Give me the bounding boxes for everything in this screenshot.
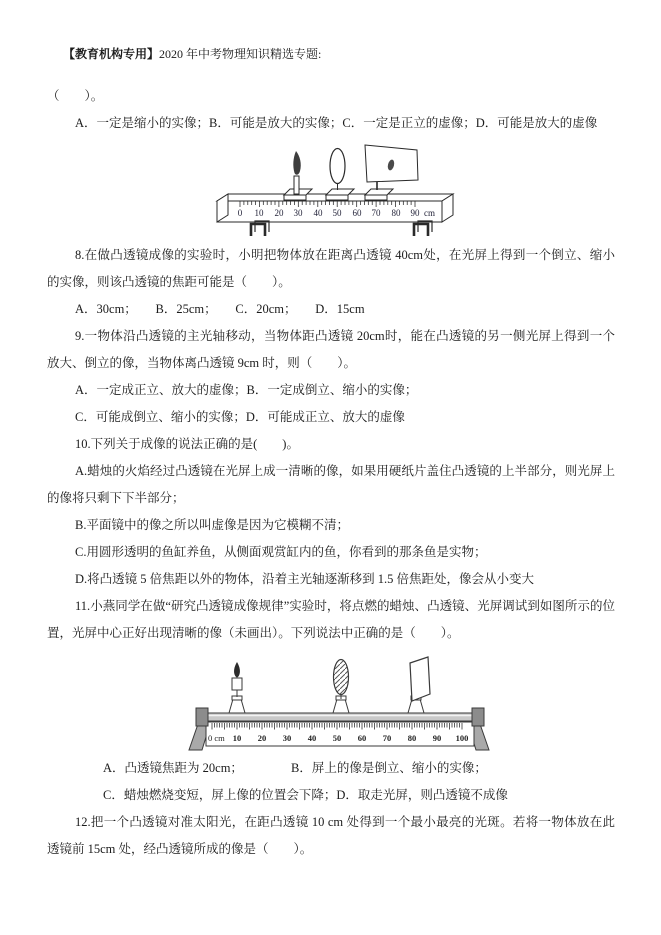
- optical-bench-svg-1: [210, 140, 455, 240]
- q11-options-ab: [47, 755, 615, 782]
- ruler-label: 90: [410, 208, 420, 218]
- bench-right-leg-back: [418, 221, 432, 232]
- ruler-unit: cm: [424, 208, 435, 218]
- q9-options-cd: C．可能成倒立、缩小的实像；D．可能成正立、放大的虚像: [75, 410, 405, 424]
- ruler-label: 70: [382, 733, 392, 743]
- q11-option-c: C．蜡烛燃烧变短，屏上像的位置会下降；: [103, 788, 337, 802]
- ruler-label: 30: [282, 733, 292, 743]
- candle-flame: [234, 662, 240, 677]
- ruler-label: 70: [371, 208, 381, 218]
- q10-option-d: D.将凸透镜 5 倍焦距以外的物体，沿着主光轴逐渐移到 1.5 倍焦距处，像会从小变大: [75, 572, 535, 586]
- q12-stem: 12.把一个凸透镜对准太阳光，在距凸透镜 10 cm 处得到一个最小最亮的光斑。若将一物体放在此透镜前 15cm 处，经凸透镜所成的像是（ ）。: [47, 815, 615, 856]
- optical-bench-diagram-2: [180, 649, 495, 753]
- q10-option-b: B.平面镜中的像之所以叫虚像是因为它模糊不清；: [75, 518, 349, 532]
- header-tag: 【教育机构专用】: [63, 47, 160, 61]
- ruler-label: 10: [254, 208, 264, 218]
- ruler-label: 20: [257, 733, 267, 743]
- ruler-label: 30: [293, 208, 303, 218]
- ruler-label: 50: [332, 733, 342, 743]
- ruler-ticks: [212, 723, 462, 730]
- bench-left-leg-back: [255, 221, 269, 232]
- optical-bench-diagram-1: [210, 140, 455, 240]
- q7-options: A．一定是缩小的实像；B．可能是放大的实像；C．一定是正立的虚像；D．可能是放大的虚像: [75, 116, 598, 130]
- bench-left-leg: [251, 224, 265, 236]
- candle-holder: [229, 696, 245, 713]
- q10-option-c: C.用圆形透明的鱼缸养鱼，从侧面观赏缸内的鱼，你看到的那条鱼是实物；: [75, 545, 487, 559]
- optical-bench-svg-2: [180, 649, 495, 753]
- ruler-label: 90: [432, 733, 442, 743]
- q10-stem: 10.下列关于成像的说法正确的是( )。: [75, 437, 299, 451]
- ruler-label: 60: [352, 208, 362, 218]
- convex-lens: [330, 149, 345, 184]
- projection-screen: [410, 657, 430, 701]
- convex-lens: [334, 660, 349, 695]
- ruler-label: 0 cm: [208, 733, 225, 743]
- q10-option-a: A.蜡烛的火焰经过凸透镜在光屏上成一清晰的像，如果用硬纸片盖住凸透镜的上半部分，则光屏上的像将只剩下下半部分；: [47, 464, 615, 505]
- bench-rail: [204, 713, 476, 721]
- ruler-label: 40: [313, 208, 323, 218]
- q9-stem: 9.一物体沿凸透镜的主光轴移动，当物体距凸透镜 20cm时，能在凸透镜的另一侧光屏上得到一个放大、倒立的像，当物体离凸透镜 9cm 时，则（ ）。: [47, 329, 615, 370]
- candle-flame: [293, 151, 300, 175]
- ruler-label: 60: [357, 733, 367, 743]
- ruler-label: 10: [232, 733, 242, 743]
- ruler-label: 0: [237, 208, 243, 218]
- page-header: [47, 45, 615, 63]
- rail-right-cap: [472, 708, 484, 726]
- ruler-label: 80: [391, 208, 401, 218]
- rail-left-cap: [196, 708, 208, 726]
- q11-stem: 11.小燕同学在做“研究凸透镜成像规律”实验时，将点燃的蜡烛、凸透镜、光屏调试到如图所示的位置，光屏中心正好出现清晰的像（未画出）。下列说法中正确的是（ ）。: [47, 599, 615, 640]
- q8-stem: 8.在做凸透镜成像的实验时，小明把物体放在距离凸透镜 40cm处，在光屏上得到一个倒立、缩小的实像，则该凸透镜的焦距可能是（ ）。: [47, 248, 615, 289]
- bench-right-leg: [414, 224, 428, 236]
- ruler-label: 100: [455, 733, 469, 743]
- candle-body: [232, 678, 242, 690]
- q11-options-cd: [47, 782, 615, 809]
- header-title: 2020 年中考物理知识精选专题:: [159, 47, 322, 61]
- q11-option-d: D．取走光屏，则凸透镜不成像: [336, 788, 508, 802]
- candle-body: [294, 176, 299, 194]
- q9-options-ab: A．一定成正立、放大的虚像；B．一定成倒立、缩小的实像；: [75, 383, 418, 397]
- ruler-label: 80: [407, 733, 417, 743]
- q8-options: A．30cm； B．25cm； C．20cm； D．15cm: [75, 302, 365, 316]
- ruler-label: 20: [274, 208, 284, 218]
- ruler-label: 50: [332, 208, 342, 218]
- ruler-label: 40: [307, 733, 317, 743]
- q11-option-b: B．屏上的像是倒立、缩小的实像；: [291, 761, 487, 775]
- q11-option-a: A．凸透镜焦距为 20cm；: [103, 761, 243, 775]
- q7-answer-blank: （ ）。: [47, 89, 104, 103]
